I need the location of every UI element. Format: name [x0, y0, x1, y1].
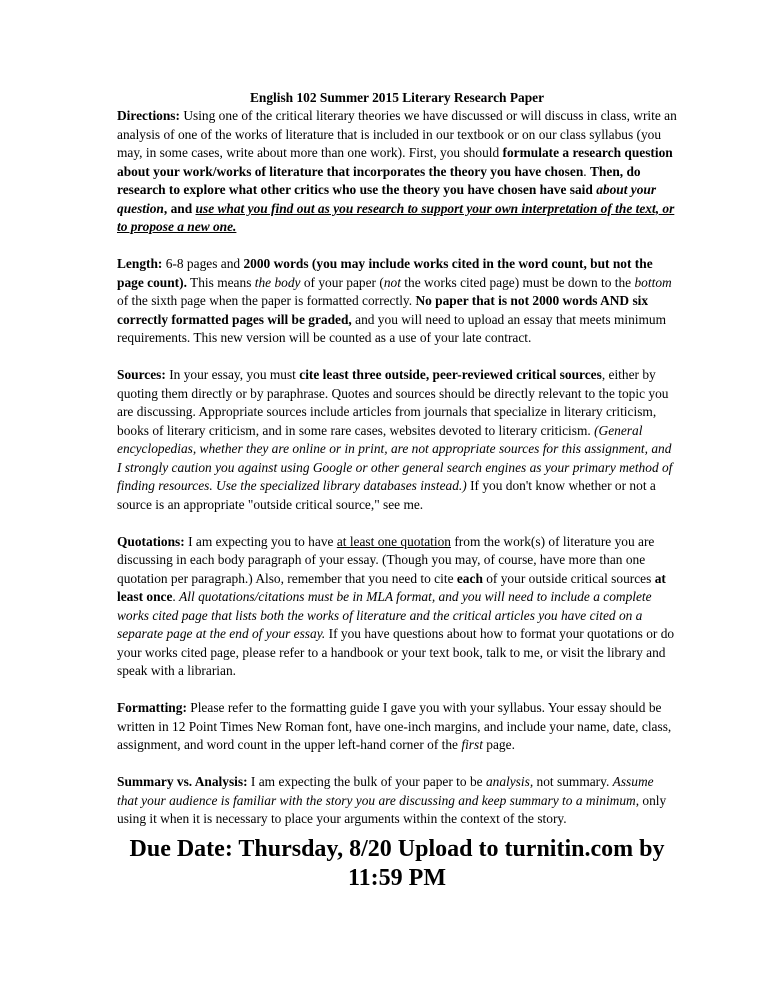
formatting-text-1: Please refer to the formatting guide I gave you with your syllabus. Your essay should be written in 12 Point Times New Roman font, have one-inch margins, and include your name, date, class, assignment, and word count in the upper left-hand corner of the	[117, 700, 672, 752]
sources-text-2: , either by quoting them directly or by paraphrase. Quotes and sources should be directly relevant to the topic you are discussing. Appropriate sources include articles from journals that specialize in literary criticism, books of literary criticism, and in some rare cases, websites devoted to literary criticism.	[117, 367, 669, 438]
length-heading: Length:	[117, 256, 163, 271]
quotations-text-4: .	[172, 589, 180, 604]
directions-paragraph	[117, 107, 677, 237]
directions-bold-italic: about your question	[117, 182, 657, 216]
quotations-text-1: I am expecting you to have	[184, 533, 337, 549]
length-text-6: and you will need to upload an essay that meets minimum requirements. This new version will be counted as a use of your late contract.	[117, 311, 667, 345]
length-text-5: of the sixth page when the paper is formatted correctly.	[117, 293, 416, 308]
summary-italic-2: Assume that your audience is familiar with the story you are discussing and keep summary to a minimum	[117, 774, 654, 808]
sources-bold-1: cite least three outside, peer-reviewed critical sources	[299, 367, 602, 382]
document-page	[117, 89, 677, 893]
summary-text-3: , only using it when it is necessary to place your arguments within the context of the story.	[117, 792, 667, 826]
due-date: Due Date: Thursday, 8/20 Upload to turnitin.com by 11:59 PM	[129, 835, 665, 891]
length-bold-2: No paper that is not 2000 words AND six correctly formatted pages will be graded,	[117, 293, 649, 327]
quotations-text-2: from the work(s) of literature you are discussing in each body paragraph of your essay. (Though you may, of course, have more than one quotation per paragraph.) Also, remember that you need to cite	[117, 533, 655, 586]
directions-text-2: .	[583, 163, 590, 179]
length-italic-2: not	[383, 274, 401, 290]
length-italic-1: the body	[254, 274, 301, 290]
summary-paragraph	[117, 773, 677, 829]
length-text-3: of your paper (	[300, 274, 384, 290]
summary-italic-1: analysis,	[485, 774, 534, 789]
sources-paragraph	[117, 366, 677, 514]
summary-text-1: I am expecting the bulk of your paper to be	[247, 774, 486, 789]
quotations-underline-1: at least one quotation	[336, 533, 451, 549]
formatting-text-2: page.	[482, 737, 515, 752]
quotations-bold-2: at least once	[117, 570, 666, 604]
sources-text-3: If you don't know whether or not a source is an appropriate "outside critical source," see me.	[117, 478, 656, 512]
length-text-4: the works cited page) must be down to the	[400, 274, 635, 290]
summary-heading: Summary vs. Analysis:	[117, 774, 248, 789]
quotations-bold-1: each	[456, 570, 483, 586]
directions-text-1: Using one of the critical literary theories we have discussed or will discuss in class, write an analysis of one of the works of literature that is included in our textbook or on our class syllabus (you may, in some cases, write about more than one work). First, you should	[117, 108, 677, 160]
directions-bold-1: formulate a research question about your work/works of literature that incorporates the theory you have chosen	[117, 145, 673, 179]
formatting-paragraph	[117, 699, 677, 755]
directions-emphasis: use what you find out as you research to support your own interpretation of the text, or to propose a new one.	[117, 200, 675, 234]
sources-heading: Sources:	[117, 367, 166, 382]
quotations-paragraph	[117, 533, 677, 681]
length-text-2: This means	[186, 274, 255, 290]
document-title: English 102 Summer 2015 Literary Research Paper	[249, 90, 545, 105]
quotations-text-5: If you have questions about how to format your quotations or do your works cited page, please refer to a handbook or your text book, talk to me, or visit the library and speak with a librarian.	[117, 626, 675, 678]
quotations-text-3: of your outside critical sources	[482, 570, 655, 586]
length-paragraph	[117, 255, 677, 348]
directions-bold-3: , and	[163, 200, 196, 216]
formatting-italic-1: first	[461, 737, 483, 752]
length-bold-1: 2000 words (you may include works cited in the word count, but not the page count).	[117, 256, 653, 290]
quotations-italic-1: All quotations/citations must be in MLA format, and you will need to include a complete works cited page that lists both the works of literature and the critical articles you have cited on a separate page at the end of your essay.	[117, 589, 652, 641]
length-italic-3: bottom	[634, 274, 672, 290]
sources-text-1: In your essay, you must	[165, 367, 300, 382]
length-text-1: 6-8 pages and	[162, 256, 244, 271]
summary-text-2: not summary.	[533, 774, 613, 789]
quotations-heading: Quotations:	[117, 533, 185, 549]
formatting-heading: Formatting:	[117, 700, 187, 715]
sources-italic-1: (General encyclopedias, whether they are online or in print, are not appropriate sources for this assignment, and I strongly caution you against using Google or other general search engines as your primary method of finding resources. Use the specialized library databases instead.)	[117, 422, 673, 493]
directions-bold-2: Then, do research to explore what other critics who use the theory you have chosen have said	[117, 163, 641, 197]
directions-heading: Directions:	[117, 108, 180, 123]
